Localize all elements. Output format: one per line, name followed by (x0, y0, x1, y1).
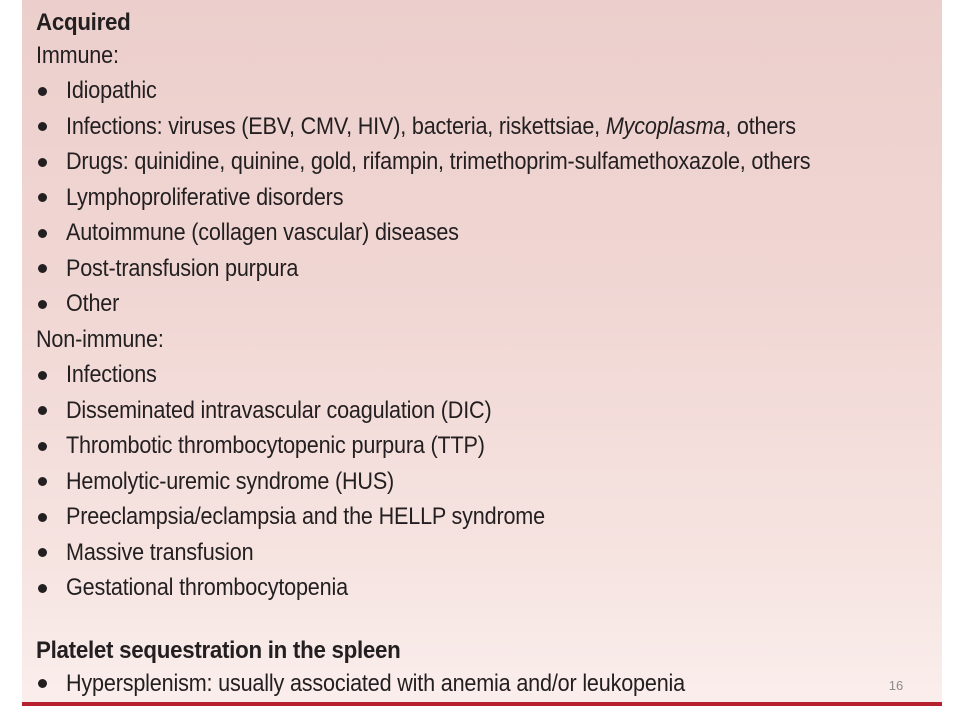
bullet-icon (38, 406, 47, 415)
list-item-text: Massive transfusion (66, 538, 254, 566)
sequestration-list (36, 666, 936, 702)
list-item-text: Thrombotic thrombocytopenic purpura (TTP) (66, 432, 485, 460)
list-item-text (66, 112, 796, 142)
list-item-text: Preeclampsia/eclampsia and the HELLP syndrome (66, 503, 545, 531)
bullet-icon (38, 584, 47, 593)
bullet-icon (38, 193, 47, 202)
list-item-text: Hemolytic-uremic syndrome (HUS) (66, 467, 395, 495)
list-item (36, 287, 936, 323)
infections-text: Infections: viruses (EBV, CMV, HIV), bacteria, riskettsiae, (66, 112, 606, 140)
bullet-icon (38, 122, 47, 131)
list-item (36, 571, 936, 607)
list-item-text: Infections (66, 361, 157, 389)
list-item-text: Idiopathic (66, 77, 157, 105)
bullet-icon (38, 513, 47, 522)
acquired-heading: Acquired (36, 9, 131, 36)
immune-label: Immune: (36, 41, 119, 69)
list-item-text: Other (66, 290, 120, 318)
list-item (36, 74, 936, 110)
list-item-text: Hypersplenism: usually associated with anemia and/or leukopenia (66, 669, 686, 697)
sequestration-heading: Platelet sequestration in the spleen (36, 637, 401, 664)
list-item (36, 464, 936, 500)
list-item (36, 180, 936, 216)
list-item (36, 216, 936, 252)
list-item-text: Post-transfusion purpura (66, 254, 299, 282)
infections-suffix: , others (725, 112, 796, 140)
non-immune-label: Non-immune: (36, 325, 164, 353)
content-area (36, 4, 936, 702)
bullet-icon (38, 264, 47, 273)
mycoplasma-italic: Mycoplasma (605, 112, 726, 140)
immune-list (36, 74, 936, 323)
list-item-text: Drugs: quinidine, quinine, gold, rifampin, trimethoprim-sulfamethoxazole, others (66, 148, 811, 176)
bullet-icon (38, 87, 47, 96)
list-item-text: Disseminated intravascular coagulation (DIC) (66, 396, 492, 424)
list-item (36, 500, 936, 536)
list-item (36, 666, 936, 702)
list-item (36, 109, 936, 145)
list-item (36, 251, 936, 287)
bullet-icon (38, 229, 47, 238)
bullet-icon (38, 300, 47, 309)
bullet-icon (38, 477, 47, 486)
section-spacer (36, 606, 936, 632)
bottom-rule (22, 702, 942, 706)
list-item-text: Gestational thrombocytopenia (66, 574, 348, 602)
list-item (36, 145, 936, 181)
list-item (36, 535, 936, 571)
bullet-icon (38, 548, 47, 557)
page-number: 16 (888, 678, 904, 693)
bullet-icon (38, 158, 47, 167)
non-immune-list (36, 358, 936, 607)
list-item (36, 358, 936, 394)
bullet-icon (38, 679, 47, 688)
bullet-icon (38, 442, 47, 451)
list-item (36, 393, 936, 429)
list-item-text: Autoimmune (collagen vascular) diseases (66, 219, 459, 247)
list-item-text: Lymphoproliferative disorders (66, 183, 344, 211)
list-item (36, 429, 936, 465)
bullet-icon (38, 371, 47, 380)
